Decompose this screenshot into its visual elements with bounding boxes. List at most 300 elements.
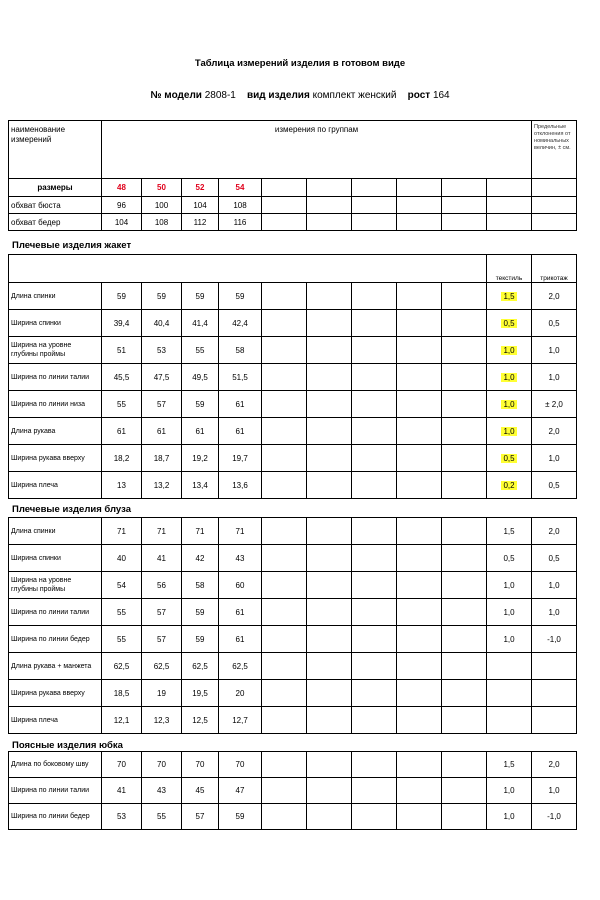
table-cell xyxy=(397,653,442,680)
measure-value: 12,1 xyxy=(102,707,142,734)
table-cell xyxy=(352,599,397,626)
highlighted-value: 0,2 xyxy=(503,480,515,490)
table-cell xyxy=(442,545,487,572)
textile-tolerance xyxy=(487,310,532,337)
table-row xyxy=(9,310,577,337)
skirt-title: Поясные изделия юбка xyxy=(12,740,123,751)
table-row xyxy=(9,255,577,283)
table-cell xyxy=(397,707,442,734)
textile-tolerance: 1,0 xyxy=(487,626,532,653)
measure-value: 41,4 xyxy=(182,310,219,337)
table-cell xyxy=(442,445,487,472)
table-cell xyxy=(307,680,352,707)
row-label: Ширина по линии бедер xyxy=(9,626,102,653)
row-label: Длина спинки xyxy=(9,283,102,310)
table-cell xyxy=(442,518,487,545)
table-cell xyxy=(397,626,442,653)
table-cell xyxy=(532,179,577,197)
size-value: 52 xyxy=(182,179,219,197)
measure-value: 42 xyxy=(182,545,219,572)
measure-value: 116 xyxy=(219,214,262,231)
measure-value: 55 xyxy=(182,337,219,364)
table-cell xyxy=(442,626,487,653)
knit-tolerance: 0,5 xyxy=(532,545,577,572)
measure-value: 70 xyxy=(142,752,182,778)
knit-tolerance: 2,0 xyxy=(532,752,577,778)
table-cell xyxy=(262,283,307,310)
measure-value: 70 xyxy=(102,752,142,778)
table-cell xyxy=(307,804,352,830)
textile-tolerance xyxy=(487,337,532,364)
measure-value: 39,4 xyxy=(102,310,142,337)
textile-tolerance: 1,5 xyxy=(487,752,532,778)
row-label: Длина по боковому шву xyxy=(9,752,102,778)
table-cell xyxy=(307,445,352,472)
measure-value: 62,5 xyxy=(182,653,219,680)
highlighted-value: 1,0 xyxy=(503,345,515,355)
blouse-title: Плечевые изделия блуза xyxy=(12,504,131,515)
size-value: 54 xyxy=(219,179,262,197)
table-cell xyxy=(262,653,307,680)
table-row xyxy=(9,197,577,214)
table-cell xyxy=(352,337,397,364)
row-label: Ширина по линии талии xyxy=(9,364,102,391)
table-cell xyxy=(352,197,397,214)
table-row xyxy=(9,572,577,599)
table-row xyxy=(9,472,577,499)
measure-value: 61 xyxy=(142,418,182,445)
size-value: 48 xyxy=(102,179,142,197)
table-cell xyxy=(307,653,352,680)
table-cell xyxy=(397,337,442,364)
textile-tolerance xyxy=(487,283,532,310)
table-cell xyxy=(262,214,307,231)
measure-value: 61 xyxy=(219,391,262,418)
measure-value: 40,4 xyxy=(142,310,182,337)
measure-value: 19,5 xyxy=(182,680,219,707)
table-cell xyxy=(262,472,307,499)
highlighted-value: 1,0 xyxy=(503,399,515,409)
table-cell xyxy=(352,391,397,418)
measure-value: 18,5 xyxy=(102,680,142,707)
measure-value: 13,4 xyxy=(182,472,219,499)
row-label: Ширина плеча xyxy=(9,707,102,734)
measure-value: 55 xyxy=(102,391,142,418)
table-cell xyxy=(442,778,487,804)
table-cell xyxy=(442,179,487,197)
measure-value: 53 xyxy=(142,337,182,364)
blouse-table xyxy=(8,517,577,734)
table-cell xyxy=(307,778,352,804)
table-cell xyxy=(307,472,352,499)
table-cell xyxy=(307,391,352,418)
table-cell xyxy=(442,707,487,734)
knit-tolerance xyxy=(532,653,577,680)
skirt-table xyxy=(8,751,577,830)
knit-tolerance: -1,0 xyxy=(532,804,577,830)
highlighted-value: 1,0 xyxy=(503,372,515,382)
table-cell xyxy=(442,364,487,391)
table-cell xyxy=(397,310,442,337)
table-row xyxy=(9,626,577,653)
table-cell xyxy=(397,445,442,472)
measure-value: 13,6 xyxy=(219,472,262,499)
table-row xyxy=(9,518,577,545)
table-cell xyxy=(397,214,442,231)
measure-value: 43 xyxy=(142,778,182,804)
measure-value: 45,5 xyxy=(102,364,142,391)
measure-value: 58 xyxy=(219,337,262,364)
table-cell xyxy=(352,310,397,337)
table-cell xyxy=(442,599,487,626)
measure-value: 62,5 xyxy=(102,653,142,680)
table-cell xyxy=(442,418,487,445)
table-cell xyxy=(442,310,487,337)
measure-value: 57 xyxy=(142,626,182,653)
textile-tolerance: 1,5 xyxy=(487,518,532,545)
measure-value: 59 xyxy=(219,804,262,830)
measure-value: 12,7 xyxy=(219,707,262,734)
highlighted-value: 1,5 xyxy=(503,291,515,301)
table-cell xyxy=(397,283,442,310)
measure-value: 71 xyxy=(142,518,182,545)
measure-value: 61 xyxy=(219,418,262,445)
measure-value: 18,2 xyxy=(102,445,142,472)
table-cell xyxy=(262,752,307,778)
row-label: обхват бюста xyxy=(9,197,102,214)
model-label: № модели xyxy=(150,90,202,101)
measure-value: 71 xyxy=(182,518,219,545)
knit-tolerance: 1,0 xyxy=(532,364,577,391)
knit-tolerance: 0,5 xyxy=(532,472,577,499)
table-cell xyxy=(397,179,442,197)
table-row xyxy=(9,337,577,364)
table-row xyxy=(9,804,577,830)
table-cell xyxy=(262,391,307,418)
model-value: 2808-1 xyxy=(204,90,236,101)
table-cell xyxy=(352,752,397,778)
textile-tolerance: 1,0 xyxy=(487,778,532,804)
kind-value: комплект женский xyxy=(312,90,397,101)
table-cell xyxy=(262,364,307,391)
table-cell xyxy=(352,778,397,804)
table-cell xyxy=(307,337,352,364)
highlighted-value: 0,5 xyxy=(503,453,515,463)
knit-tolerance xyxy=(532,680,577,707)
table-cell xyxy=(307,197,352,214)
table-cell xyxy=(307,214,352,231)
table-cell xyxy=(262,337,307,364)
measure-value: 45 xyxy=(182,778,219,804)
jacket-table xyxy=(8,254,577,499)
table-cell xyxy=(352,804,397,830)
textile-tolerance xyxy=(487,445,532,472)
table-cell xyxy=(307,752,352,778)
table-cell xyxy=(307,572,352,599)
knit-tolerance: 1,0 xyxy=(532,572,577,599)
measure-value: 43 xyxy=(219,545,262,572)
measure-value: 55 xyxy=(142,804,182,830)
measure-value: 61 xyxy=(219,599,262,626)
table-cell xyxy=(262,707,307,734)
measure-value: 60 xyxy=(219,572,262,599)
measure-value: 41 xyxy=(102,778,142,804)
kind-label: вид изделия xyxy=(247,90,310,101)
table-cell xyxy=(352,364,397,391)
table-row xyxy=(9,445,577,472)
table-cell xyxy=(262,545,307,572)
measure-value: 59 xyxy=(102,283,142,310)
measure-value: 40 xyxy=(102,545,142,572)
table-cell xyxy=(442,214,487,231)
table-row xyxy=(9,752,577,778)
table-cell xyxy=(307,626,352,653)
table-row xyxy=(9,283,577,310)
row-label: Ширина по линии талии xyxy=(9,778,102,804)
measure-value: 108 xyxy=(142,214,182,231)
measure-value: 55 xyxy=(102,599,142,626)
textile-tolerance: 1,0 xyxy=(487,572,532,599)
row-label: Ширина спинки xyxy=(9,310,102,337)
table-row xyxy=(9,545,577,572)
table-cell xyxy=(262,804,307,830)
measure-value: 70 xyxy=(219,752,262,778)
measure-value: 55 xyxy=(102,626,142,653)
measure-value: 41 xyxy=(142,545,182,572)
table-cell xyxy=(532,197,577,214)
knit-tolerance: 1,0 xyxy=(532,337,577,364)
row-label: Ширина по линии бедер xyxy=(9,804,102,830)
measure-value: 61 xyxy=(102,418,142,445)
measure-value: 13 xyxy=(102,472,142,499)
knit-tolerance: -1,0 xyxy=(532,626,577,653)
table-cell xyxy=(397,472,442,499)
row-label: Длина рукава xyxy=(9,418,102,445)
table-cell xyxy=(352,707,397,734)
table-row xyxy=(9,707,577,734)
table-cell xyxy=(9,255,487,283)
measure-value: 104 xyxy=(182,197,219,214)
measure-value: 54 xyxy=(102,572,142,599)
table-cell xyxy=(397,680,442,707)
textile-tolerance: 1,0 xyxy=(487,599,532,626)
table-cell xyxy=(352,445,397,472)
row-label: обхват бедер xyxy=(9,214,102,231)
size-value: 50 xyxy=(142,179,182,197)
table-cell xyxy=(442,572,487,599)
table-cell xyxy=(352,680,397,707)
measure-value: 62,5 xyxy=(219,653,262,680)
measure-value: 47 xyxy=(219,778,262,804)
textile-tolerance xyxy=(487,364,532,391)
measure-value: 70 xyxy=(182,752,219,778)
table-cell xyxy=(262,179,307,197)
table-cell xyxy=(397,418,442,445)
knit-tolerance: 1,0 xyxy=(532,599,577,626)
table-cell xyxy=(487,197,532,214)
measure-value: 61 xyxy=(182,418,219,445)
measure-value: 59 xyxy=(182,626,219,653)
measure-value: 18,7 xyxy=(142,445,182,472)
table-cell xyxy=(352,472,397,499)
table-row xyxy=(9,121,577,179)
measure-value: 100 xyxy=(142,197,182,214)
table-cell xyxy=(307,364,352,391)
table-cell xyxy=(397,545,442,572)
page-title: Таблица измерений изделия в готовом виде xyxy=(194,58,406,69)
row-label: Ширина спинки xyxy=(9,545,102,572)
groups-header: измерения по группам xyxy=(102,121,532,179)
measure-value: 42,4 xyxy=(219,310,262,337)
measure-value: 57 xyxy=(142,391,182,418)
table-row xyxy=(9,599,577,626)
jacket-title: Плечевые изделия жакет xyxy=(12,240,132,251)
textile-tolerance xyxy=(487,680,532,707)
table-cell xyxy=(442,680,487,707)
table-cell xyxy=(442,197,487,214)
table-cell xyxy=(442,653,487,680)
table-cell xyxy=(262,626,307,653)
summary-table xyxy=(8,120,577,231)
table-cell xyxy=(487,214,532,231)
table-cell xyxy=(397,778,442,804)
table-cell xyxy=(397,804,442,830)
table-cell xyxy=(262,197,307,214)
table-row xyxy=(9,680,577,707)
measure-value: 62,5 xyxy=(142,653,182,680)
col-textile-header: текстиль xyxy=(487,255,532,283)
table-cell xyxy=(442,337,487,364)
table-cell xyxy=(307,707,352,734)
textile-tolerance xyxy=(487,418,532,445)
measure-value: 59 xyxy=(182,599,219,626)
measure-value: 71 xyxy=(219,518,262,545)
name-header: наименование измерений xyxy=(9,121,102,179)
table-cell xyxy=(442,752,487,778)
table-cell xyxy=(397,572,442,599)
knit-tolerance: 1,0 xyxy=(532,445,577,472)
measure-value: 104 xyxy=(102,214,142,231)
table-cell xyxy=(262,445,307,472)
measure-value: 47,5 xyxy=(142,364,182,391)
height-value: 164 xyxy=(432,90,450,101)
table-cell xyxy=(397,364,442,391)
measure-value: 96 xyxy=(102,197,142,214)
table-cell xyxy=(307,310,352,337)
table-cell xyxy=(352,626,397,653)
table-cell xyxy=(307,283,352,310)
knit-tolerance xyxy=(532,707,577,734)
table-cell xyxy=(262,572,307,599)
table-cell xyxy=(307,179,352,197)
measure-value: 56 xyxy=(142,572,182,599)
measure-value: 53 xyxy=(102,804,142,830)
table-row xyxy=(9,391,577,418)
row-label: Ширина по линии талии xyxy=(9,599,102,626)
table-cell xyxy=(352,572,397,599)
table-cell xyxy=(487,179,532,197)
table-row xyxy=(9,778,577,804)
knit-tolerance: 2,0 xyxy=(532,518,577,545)
measure-value: 19,2 xyxy=(182,445,219,472)
table-cell xyxy=(262,518,307,545)
table-cell xyxy=(352,283,397,310)
table-row xyxy=(9,418,577,445)
textile-tolerance xyxy=(487,472,532,499)
measure-value: 71 xyxy=(102,518,142,545)
measure-value: 57 xyxy=(142,599,182,626)
table-cell xyxy=(442,391,487,418)
highlighted-value: 0,5 xyxy=(503,318,515,328)
textile-tolerance xyxy=(487,707,532,734)
table-row xyxy=(9,214,577,231)
table-cell xyxy=(262,778,307,804)
table-cell xyxy=(397,391,442,418)
table-row xyxy=(9,179,577,197)
table-cell xyxy=(352,214,397,231)
measure-value: 13,2 xyxy=(142,472,182,499)
row-label: Ширина на уровне глубины проймы xyxy=(9,572,102,599)
model-info xyxy=(0,90,600,101)
table-cell xyxy=(307,418,352,445)
knit-tolerance: 2,0 xyxy=(532,418,577,445)
measure-value: 59 xyxy=(142,283,182,310)
textile-tolerance: 0,5 xyxy=(487,545,532,572)
measure-value: 49,5 xyxy=(182,364,219,391)
table-cell xyxy=(352,545,397,572)
table-cell xyxy=(352,518,397,545)
measure-value: 51,5 xyxy=(219,364,262,391)
table-cell xyxy=(442,283,487,310)
table-cell xyxy=(397,518,442,545)
measure-value: 58 xyxy=(182,572,219,599)
measure-value: 59 xyxy=(219,283,262,310)
table-cell xyxy=(262,310,307,337)
highlighted-value: 1,0 xyxy=(503,426,515,436)
knit-tolerance: ± 2,0 xyxy=(532,391,577,418)
measure-value: 61 xyxy=(219,626,262,653)
row-label: Ширина плеча xyxy=(9,472,102,499)
textile-tolerance: 1,0 xyxy=(487,804,532,830)
table-row xyxy=(9,653,577,680)
textile-tolerance xyxy=(487,391,532,418)
table-cell xyxy=(352,418,397,445)
table-cell xyxy=(442,804,487,830)
col-knit-header: трикотаж xyxy=(532,255,577,283)
measure-value: 112 xyxy=(182,214,219,231)
row-label: Длина спинки xyxy=(9,518,102,545)
table-cell xyxy=(262,599,307,626)
table-cell xyxy=(532,214,577,231)
table-cell xyxy=(262,418,307,445)
knit-tolerance: 2,0 xyxy=(532,283,577,310)
table-cell xyxy=(397,752,442,778)
row-label: Ширина рукава вверху xyxy=(9,680,102,707)
table-cell xyxy=(262,680,307,707)
table-cell xyxy=(307,545,352,572)
measure-value: 108 xyxy=(219,197,262,214)
measure-value: 12,5 xyxy=(182,707,219,734)
row-label: Длина рукава + манжета xyxy=(9,653,102,680)
measure-value: 19 xyxy=(142,680,182,707)
table-cell xyxy=(352,179,397,197)
table-row xyxy=(9,364,577,391)
table-cell xyxy=(307,599,352,626)
height-label: рост xyxy=(407,90,431,101)
measure-value: 19,7 xyxy=(219,445,262,472)
sizes-label: размеры xyxy=(9,179,102,197)
table-cell xyxy=(307,518,352,545)
